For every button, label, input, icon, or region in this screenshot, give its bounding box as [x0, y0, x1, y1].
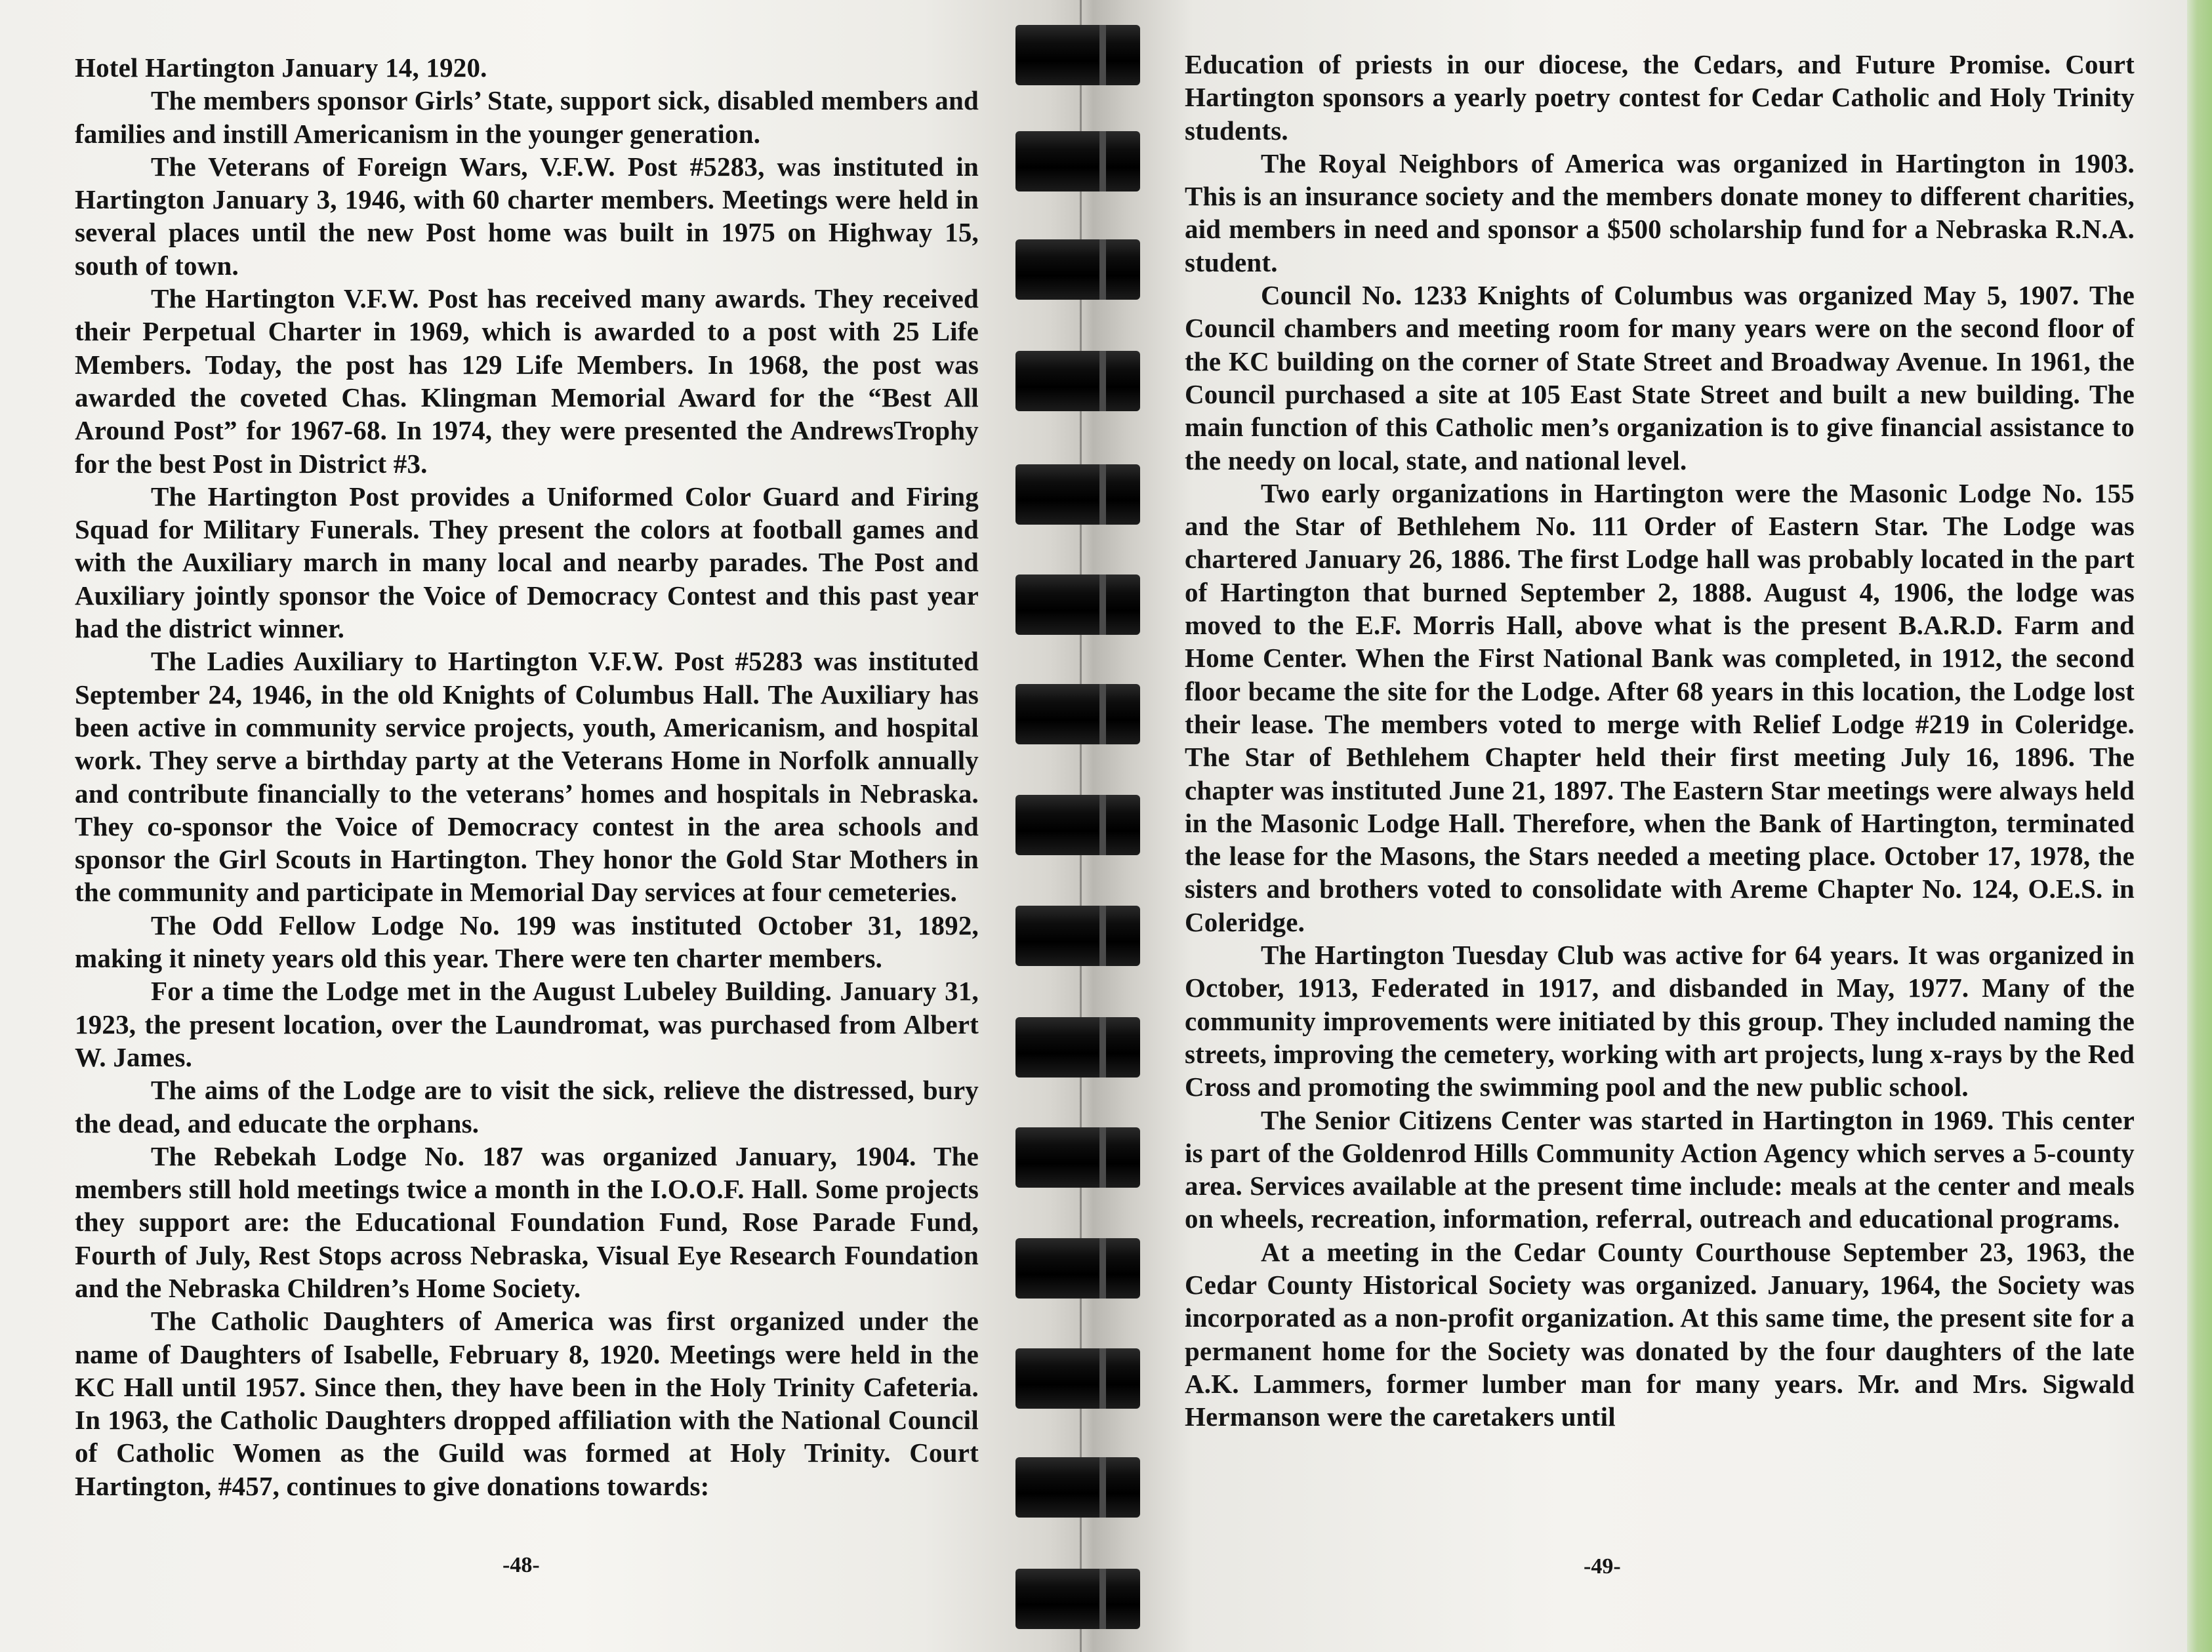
paragraph: The Ladies Auxiliary to Hartington V.F.W. Post #5283 was instituted September 24, 1946, in the old Knights of Columbus Hall. The Auxiliary has been active in community service projects, youth, Americanism, and hospital work. They serve a birthday party at the Veterans Home in Norfolk annually and contribute financially to the veterans’ homes and hospitals in Nebraska. They co-sponsor the Voice of Democracy contest in the area schools and sponsor the Girl Scouts in Hartington. They honor the Gold Star Mothers in the community and participate in Memorial Day services at four cemeteries. — [75, 646, 979, 908]
paragraph: The aims of the Lodge are to visit the sick, relieve the distressed, bury the dead, and educate the orphans. — [75, 1075, 979, 1138]
paragraph: Hotel Hartington January 14, 1920. — [75, 52, 487, 83]
paragraph: The members sponsor Girls’ State, support sick, disabled members and families and instill Americanism in the younger generation. — [75, 85, 979, 149]
binding-coil — [1015, 351, 1140, 411]
green-page-edge — [2187, 0, 2212, 1652]
paragraph: The Hartington V.F.W. Post has received many awards. They received their Perpetual Charter in 1969, which is awarded to a post with 25 Life Members. Today, the post has 129 Life Members. In 1968, the post was awarded the coveted Chas. Klingman Memorial Award for the “Best All Around Post” for 1967-68. In 1974, they were presented the AndrewsTrophy for the best Post in District #3. — [75, 283, 979, 479]
binding-coil — [1015, 1348, 1140, 1409]
paragraph: The Veterans of Foreign Wars, V.F.W. Post #5283, was instituted in Hartington January 3, 1946, with 60 charter members. Meetings were held in several places until the new Post home was built in 1975 on Highway 15, south of town. — [75, 151, 979, 281]
binding-coil — [1015, 239, 1140, 300]
binding-coil — [1015, 25, 1140, 85]
binding-coil — [1015, 684, 1140, 744]
paragraph: The Odd Fellow Lodge No. 199 was instituted October 31, 1892, making it ninety years old this year. There were ten charter members. — [75, 910, 979, 974]
paragraph: The Hartington Post provides a Uniformed Color Guard and Firing Squad for Military Funerals. They present the colors at football games and with the Auxiliary march in many local and nearby parades. The Post and Auxiliary jointly sponsor the Voice of Democracy Contest and this past year had the district winner. — [75, 481, 979, 644]
left-page-body — [75, 51, 979, 1502]
paragraph: For a time the Lodge met in the August Lubeley Building. January 31, 1923, the present location, over the Laundromat, was purchased from Albert W. James. — [75, 976, 979, 1072]
paragraph: The Rebekah Lodge No. 187 was organized January, 1904. The members still hold meetings twice a month in the I.O.O.F. Hall. Some projects they support are: the Educational Foundation Fund, Rose Parade Fund, Fourth of July, Rest Stops across Nebraska, Visual Eye Research Foundation and the Nebraska Children’s Home Society. — [75, 1140, 979, 1303]
binding-coil — [1015, 574, 1140, 635]
binding-coil — [1015, 795, 1140, 855]
page-number-left: -48- — [502, 1553, 540, 1577]
binding-coil — [1015, 906, 1140, 966]
paragraph: The Royal Neighbors of America was organized in Hartington in 1903. This is an insurance society and the members donate money to different charities, aid members in need and sponsor a $500 scholarship fund for a Nebraska R.N.A. student. — [1185, 148, 2135, 277]
paragraph: Two early organizations in Hartington were the Masonic Lodge No. 155 and the Star of Bethlehem No. 111 Order of Eastern Star. The Lodge was chartered January 26, 1886. The first Lodge hall was probably located in the part of Hartington that burned September 2, 1888. August 4, 1906, the lodge was moved to the E.F. Morris Hall, above what is the present B.A.R.D. Farm and Home Center. When the First National Bank was completed, in 1912, the second floor became the site for the Lodge. After 68 years in this location, the Lodge lost their lease. The members voted to merge with Relief Lodge #219 in Coleridge. The Star of Bethlehem Chapter held their first meeting July 16, 1896. The chapter was instituted June 21, 1897. The Eastern Star meetings were always held in the Masonic Lodge Hall. Therefore, when the Bank of Hartington, terminated the lease for the Masons, the Stars needed a meeting place. October 17, 1978, the sisters and brothers voted to consolidate with Areme Chapter No. 124, O.E.S. in Coleridge. — [1185, 477, 2135, 937]
binding-coil — [1015, 1017, 1140, 1078]
paragraph: Council No. 1233 Knights of Columbus was organized May 5, 1907. The Council chambers and meeting room for many years were on the second floor of the KC building on the corner of State Street and Broadway Avenue. In 1961, the Council purchased a site at 105 East State Street and built a new building. The main function of this Catholic men’s organization is to give financial assistance to the needy on local, state, and national level. — [1185, 280, 2135, 475]
paragraph: At a meeting in the Cedar County Courthouse September 23, 1963, the Cedar County Historical Society was organized. January, 1964, the Society was incorporated as a non-profit organization. At this same time, the present site for a permanent home for the Society was donated by the four daughters of the late A.K. Lammers, former lumber man for many years. Mr. and Mrs. Sigwald Hermanson were the caretakers until — [1185, 1236, 2135, 1432]
binding-coil — [1015, 1238, 1140, 1299]
binding-coil — [1015, 464, 1140, 525]
binding-coil — [1015, 1569, 1140, 1629]
paragraph: Education of priests in our diocese, the Cedars, and Future Promise. Court Hartington sponsors a yearly poetry contest for Cedar Catholic and Holy Trinity students. — [1185, 49, 2135, 146]
page-number-right: -49- — [1584, 1554, 1621, 1579]
left-page — [0, 0, 1050, 1652]
right-page-body — [1185, 48, 2135, 1433]
binding-coil — [1015, 1457, 1140, 1518]
right-page — [1128, 0, 2212, 1652]
paragraph: The Catholic Daughters of America was first organized under the name of Daughters of Isabelle, February 8, 1920. Meetings were held in the KC Hall until 1957. Since then, they have been in the Holy Trinity Cafeteria. In 1963, the Catholic Daughters dropped affiliation with the National Council of Catholic Women as the Guild was formed at Holy Trinity. Court Hartington, #457, continues to give donations towards: — [75, 1306, 979, 1501]
paragraph: The Senior Citizens Center was started in Hartington in 1969. This center is part of the Goldenrod Hills Community Action Agency which serves a 5-county area. Services available at the present time include: meals at the center and meals on wheels, recreation, information, referral, outreach and educational programs. — [1185, 1104, 2135, 1234]
paragraph: The Hartington Tuesday Club was active for 64 years. It was organized in October, 1913, Federated in 1917, and disbanded in May, 1977. Many of the community improvements were initiated by this group. They included naming the streets, improving the cemetery, working with art projects, lung x-rays by the Red Cross and promoting the swimming pool and the new public school. — [1185, 940, 2135, 1102]
binding-coil — [1015, 131, 1140, 191]
binding-coil — [1015, 1127, 1140, 1188]
